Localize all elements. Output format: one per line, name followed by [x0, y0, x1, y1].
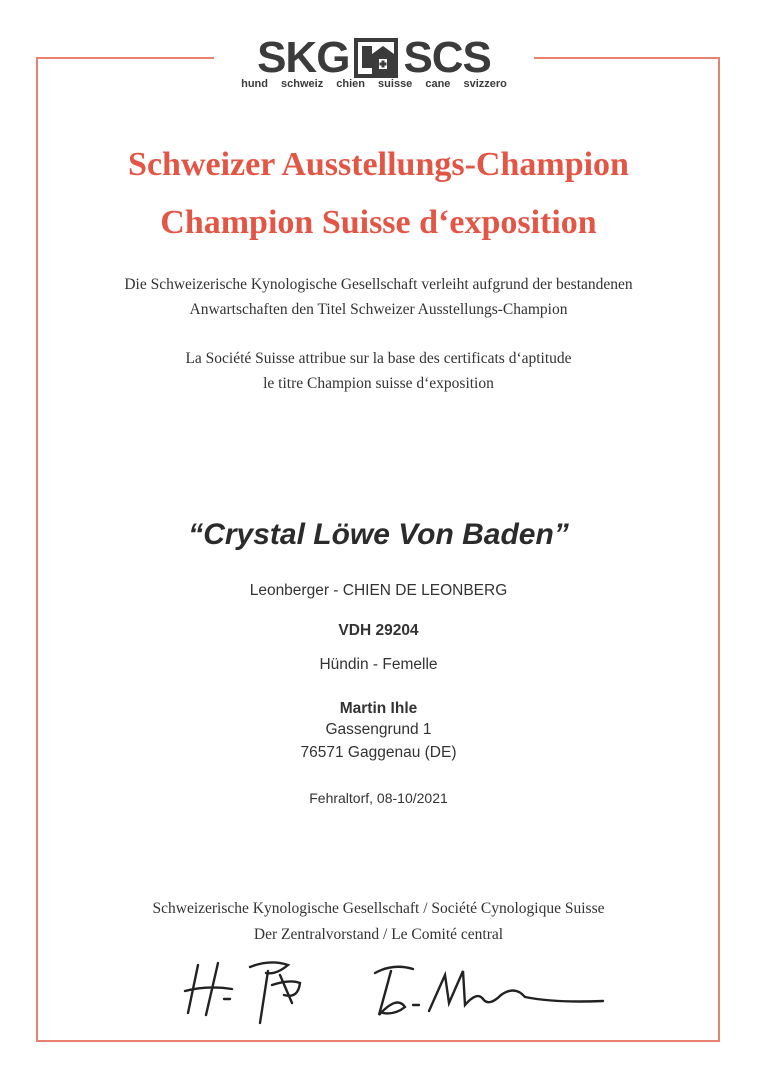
signature-left: [180, 955, 330, 1025]
intro-german-line-1: Die Schweizerische Kynologische Gesellschaft verleiht aufgrund der bestandenen: [124, 276, 633, 293]
intro-french: [0, 346, 757, 396]
footer-organization: Schweizerische Kynologische Gesellschaft / Société Cynologique Suisse: [152, 900, 605, 917]
footer-board: Der Zentralvorstand / Le Comité central: [253, 926, 504, 943]
logo-skg-text: SKG: [257, 33, 350, 82]
owner-street: Gassengrund 1: [325, 721, 432, 738]
title-french: Champion Suisse d‘exposition: [160, 204, 597, 241]
registration-number: VDH 29204: [338, 622, 419, 639]
dog-sex: Hündin - Femelle: [319, 656, 438, 673]
owner-city: 76571 Gaggenau (DE): [300, 744, 457, 761]
intro-german-line-2: Anwartschaften den Titel Schweizer Ausstellungs-Champion: [189, 301, 568, 318]
title-german: Schweizer Ausstellungs-Champion: [128, 146, 629, 183]
intro-german: [0, 272, 757, 322]
skg-scs-logo: [214, 30, 534, 100]
logo-scs-text: SCS: [403, 33, 491, 82]
logo-tagline: hund schweiz chien suisse cane svizzero: [241, 78, 507, 90]
owner-name: Martin Ihle: [339, 700, 418, 717]
dog-name: “Crystal Löwe Von Baden”: [188, 518, 569, 551]
signature-right: [365, 955, 615, 1025]
place-and-date: Fehraltorf, 08-10/2021: [309, 790, 448, 806]
dog-breed: Leonberger - CHIEN DE LEONBERG: [249, 582, 508, 599]
intro-french-line-2: le titre Champion suisse d‘exposition: [263, 375, 494, 392]
intro-french-line-1: La Société Suisse attribue sur la base des certificats d‘aptitude: [185, 350, 572, 367]
kennel-cross-icon: [353, 37, 399, 79]
